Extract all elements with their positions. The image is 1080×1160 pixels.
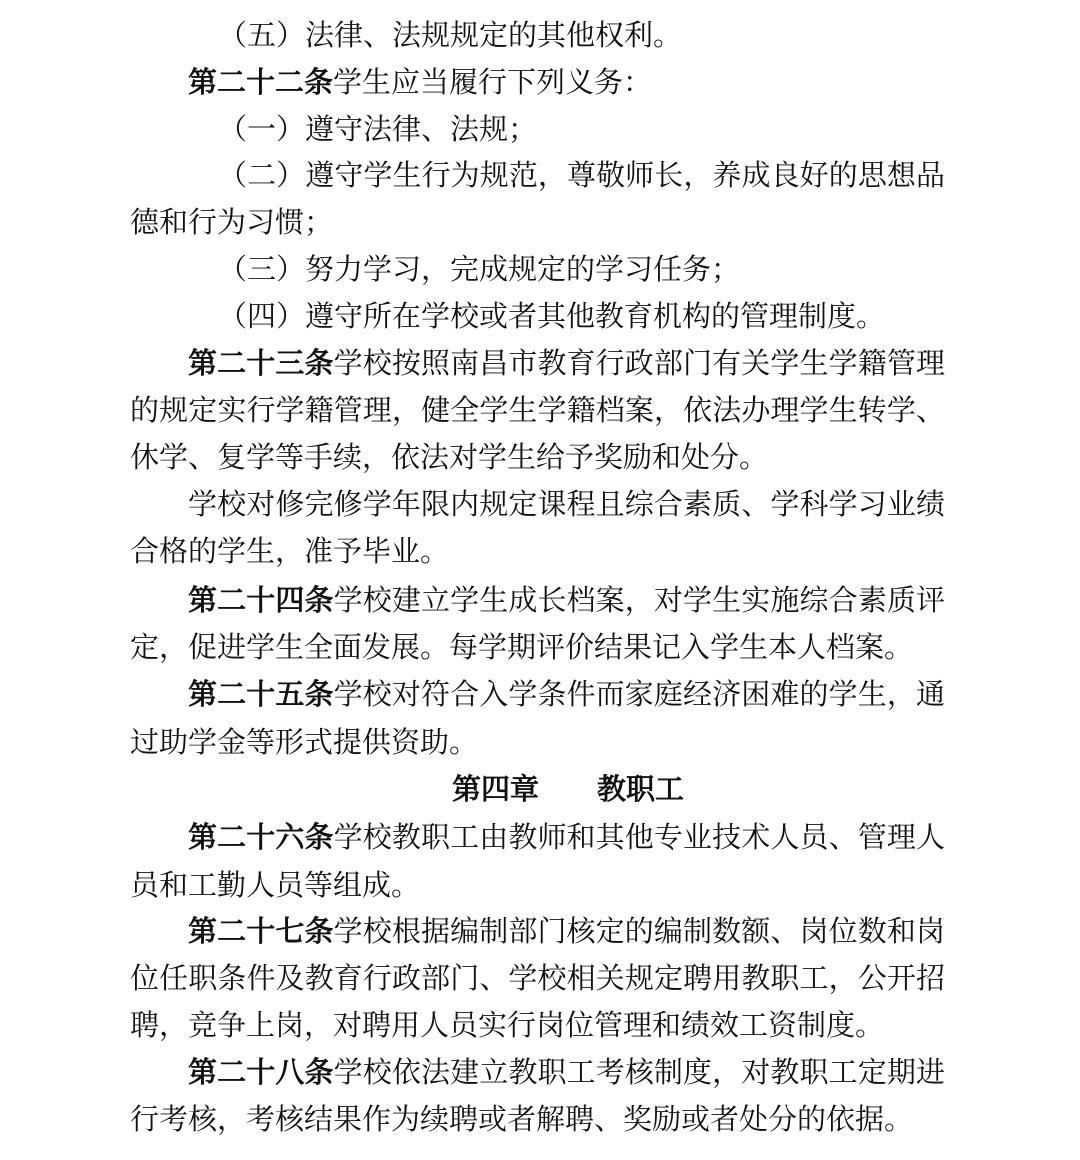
text-line: （三）努力学习，完成规定的学习任务； [218, 252, 741, 286]
text-line: 员和工勤人员等组成。 [130, 868, 421, 902]
chapter-heading [452, 772, 684, 806]
text-line: 德和行为习惯； [130, 205, 334, 239]
article-text: 学校按照南昌市教育行政部门有关学生学籍管理 [333, 346, 945, 380]
article-text: 学校对符合入学条件而家庭经济困难的学生，通 [333, 677, 945, 711]
article-heading: 第二十六条 [188, 820, 334, 854]
text-line: 过助学金等形式提供资助。 [130, 725, 479, 759]
text-line: 聘，竞争上岗，对聘用人员实行岗位管理和绩效工资制度。 [130, 1008, 885, 1042]
article-text: 学校建立学生成长档案，对学生实施综合素质评 [333, 583, 945, 617]
article-23 [188, 346, 945, 380]
article-text: 学生应当履行下列义务： [333, 65, 653, 99]
article-heading: 第二十八条 [188, 1055, 334, 1089]
article-text: 学校教职工由教师和其他专业技术人员、管理人 [333, 820, 945, 854]
text-line: 的规定实行学籍管理，健全学生学籍档案，依法办理学生转学、 [130, 393, 945, 427]
text-line: （五）法律、法规规定的其他权利。 [218, 18, 683, 52]
article-25 [188, 677, 945, 711]
chapter-number: 第四章 [452, 772, 540, 806]
article-26 [188, 820, 945, 854]
article-heading: 第二十四条 [188, 583, 334, 617]
text-line: 定，促进学生全面发展。每学期评价结果记入学生本人档案。 [130, 630, 914, 664]
text-line: （二）遵守学生行为规范，尊敬师长，养成良好的思想品 [218, 158, 945, 192]
article-text: 学校依法建立教职工考核制度，对教职工定期进 [333, 1055, 945, 1089]
text-line: 合格的学生，准予毕业。 [130, 534, 450, 568]
article-22 [188, 65, 945, 99]
chapter-title: 教职工 [597, 772, 685, 806]
article-heading: 第二十五条 [188, 677, 334, 711]
text-line: 行考核，考核结果作为续聘或者解聘、奖励或者处分的依据。 [130, 1102, 914, 1136]
text-line: 休学、复学等手续，依法对学生给予奖励和处分。 [130, 440, 769, 474]
article-heading: 第二十二条 [188, 65, 334, 99]
article-heading: 第二十三条 [188, 346, 334, 380]
article-24 [188, 583, 945, 617]
text-line: 学校对修完修学年限内规定课程且综合素质、学科学习业绩 [188, 487, 945, 521]
article-heading: 第二十七条 [188, 914, 334, 948]
text-line: （四）遵守所在学校或者其他教育机构的管理制度。 [218, 299, 886, 333]
article-27 [188, 914, 945, 948]
article-text: 学校根据编制部门核定的编制数额、岗位数和岗 [333, 914, 945, 948]
text-line: 位任职条件及教育行政部门、学校相关规定聘用教职工，公开招 [130, 961, 945, 995]
article-28 [188, 1055, 945, 1089]
text-line: （一）遵守法律、法规； [218, 112, 538, 146]
